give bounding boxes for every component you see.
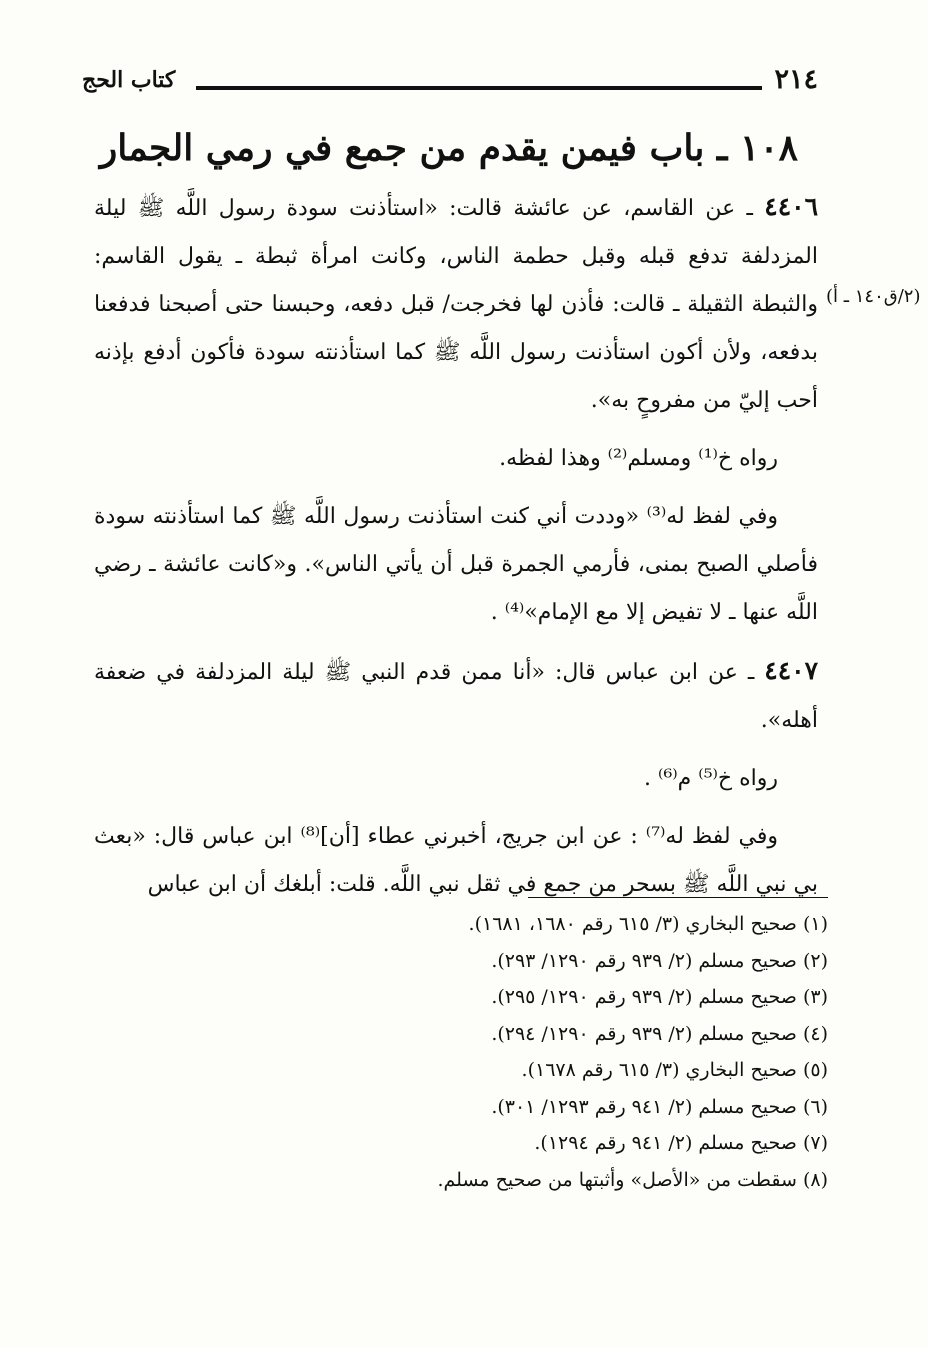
chapter-heading: ١٠٨ ـ باب فيمن يقدم من جمع في رمي الجمار	[99, 127, 798, 169]
hadith-number: ٤٤٠٧	[764, 656, 818, 685]
variant-wording: وفي لفظ له⁽³⁾ «وددت أني كنت استأذنت رسول اللَّه ﷺ كما استأذنته سودة فأصلي الصبح بمنى، فأرمي الجمرة قبل أن يأتي الناس». و«كانت عائشة ـ رضي اللَّه عنها ـ لا تفيض إلا مع الإمام»⁽⁴⁾ .	[94, 504, 818, 625]
header-rule	[196, 86, 762, 90]
narration-note: رواه خ⁽⁵⁾ م⁽⁶⁾ .	[644, 766, 778, 791]
running-header	[82, 60, 818, 100]
hadith-4406	[94, 183, 818, 425]
book-title: كتاب الحج	[82, 67, 176, 93]
main-text	[94, 183, 818, 919]
footnote: (١) صحيح البخاري (٣/ ٦١٥ رقم ١٦٨٠، ١٦٨١).	[468, 913, 828, 935]
variant-wording: وفي لفظ له⁽⁷⁾ : عن ابن جريج، أخبرني عطاء [أن]⁽⁸⁾ ابن عباس قال: «بعث بي نبي اللَّه ﷺ بسحر من جمع في ثقل نبي اللَّه. قلت: أبلغك أن ابن عباس	[94, 824, 818, 897]
footnotes	[150, 906, 828, 1198]
narration-note: رواه خ⁽¹⁾ ومسلم⁽²⁾ وهذا لفظه.	[499, 446, 778, 471]
footnote: (٧) صحيح مسلم (٢/ ٩٤١ رقم ١٢٩٤).	[534, 1132, 828, 1154]
hadith-text: ـ عن ابن عباس قال: «أنا ممن قدم النبي ﷺ ليلة المزدلفة في ضعفة أهله».	[94, 660, 818, 733]
footnote: (٣) صحيح مسلم (٢/ ٩٣٩ رقم ١٢٩٠/ ٢٩٥).	[491, 986, 828, 1008]
footnote: (٢) صحيح مسلم (٢/ ٩٣٩ رقم ١٢٩٠/ ٢٩٣).	[491, 949, 828, 972]
footnote: (٦) صحيح مسلم (٢/ ٩٤١ رقم ١٢٩٣/ ٣٠١).	[491, 1095, 828, 1118]
hadith-text: ـ عن القاسم، عن عائشة قالت: «استأذنت سودة رسول اللَّه ﷺ ليلة المزدلفة تدفع قبله وقبل حطمة الناس، وكانت امرأة ثبطة ـ يقول القاسم: والثبطة الثقيلة ـ قالت: فأذن لها فخرجت/ قبل دفعه، وحبسنا حتى أصبحنا فدفعنا بدفعه، ولأن أكون استأذنت رسول اللَّه ﷺ كما استأذنته سودة فأكون أدفع بإذنه أحب إليّ من مفروحٍ به».	[94, 196, 818, 413]
page-number: ٢١٤	[774, 64, 818, 95]
footnote: (٨) سقطت من «الأصل» وأثبتها من صحيح مسلم.	[437, 1168, 828, 1191]
footnote: (٥) صحيح البخاري (٣/ ٦١٥ رقم ١٦٧٨).	[521, 1059, 828, 1081]
footnote: (٤) صحيح مسلم (٢/ ٩٣٩ رقم ١٢٩٠/ ٢٩٤).	[491, 1022, 828, 1045]
margin-note: (٢/ق١٤٠ ـ أ)	[826, 286, 921, 307]
footnote-separator	[528, 897, 828, 898]
hadith-4407	[94, 647, 818, 745]
hadith-number: ٤٤٠٦	[764, 192, 818, 221]
